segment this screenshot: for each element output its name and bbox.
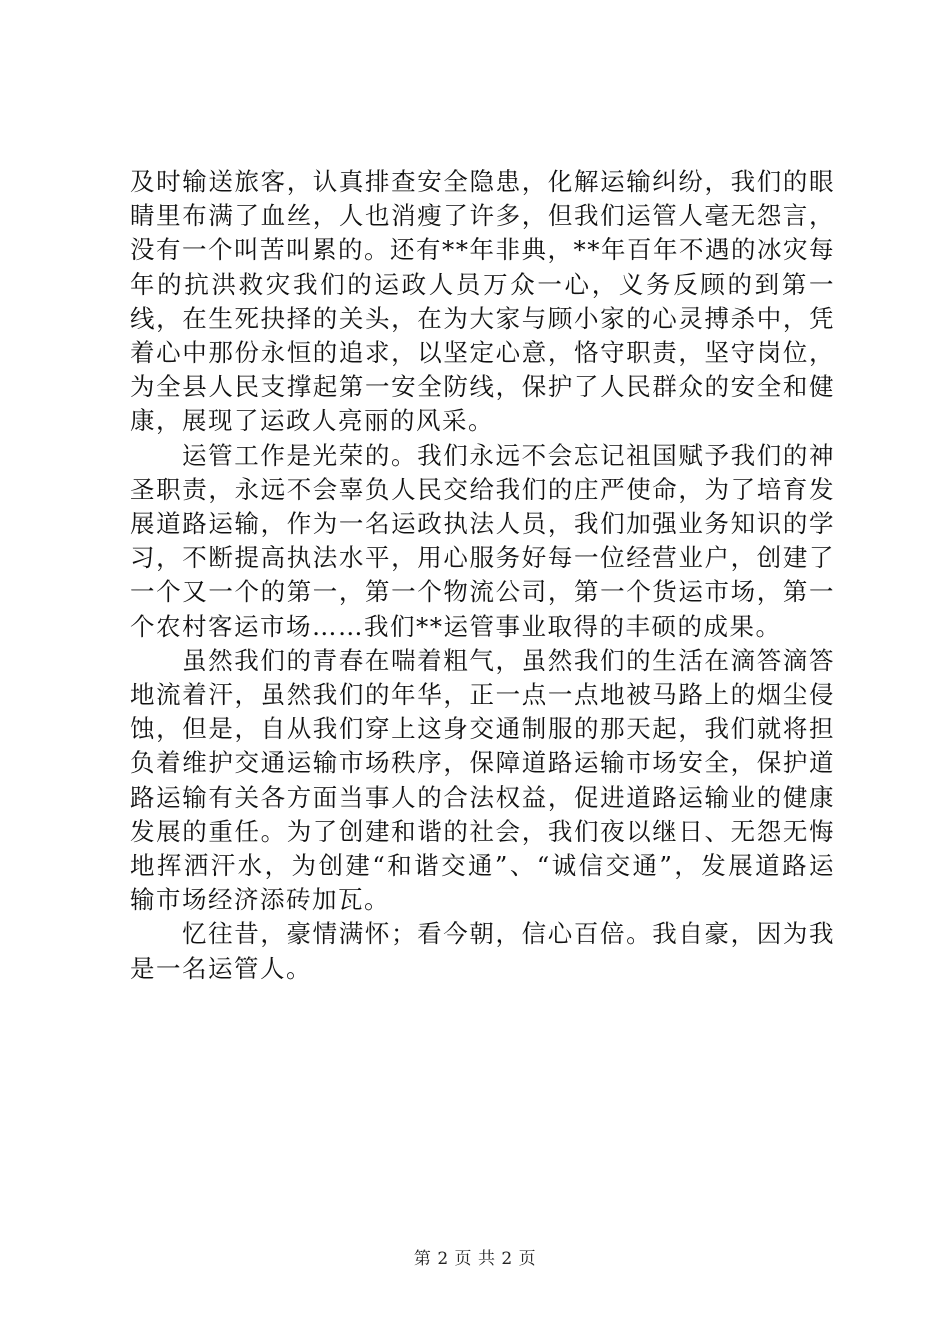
body-text: [130, 165, 835, 986]
paragraph-4: 忆往昔，豪情满怀；看今朝，信心百倍。我自豪，因为我是一名运管人。: [130, 919, 835, 983]
page-number-footer: 第 2 页 共 2 页: [413, 1249, 537, 1269]
paragraph-1: 及时输送旅客，认真排查安全隐患，化解运输纠纷，我们的眼睛里布满了血丝，人也消瘦了许多，但我们运管人毫无怨言，没有一个叫苦叫累的。还有**年非典，**年百年不遇的冰灾每年的抗洪救灾我们的运政人员万众一心，义务反顾的到第一线，在生死抉择的关头，在为大家与顾小家的心灵搏杀中，凭着心中那份永恒的追求，以坚定心意，恪守职责，坚守岗位，为全县人民支撑起第一安全防线，保护了人民群众的安全和健康，展现了运政人亮丽的风采。: [130, 167, 835, 436]
paragraph-3: 虽然我们的青春在喘着粗气，虽然我们的生活在滴答滴答地流着汗，虽然我们的年华，正一点一点地被马路上的烟尘侵蚀，但是，自从我们穿上这身交通制服的那天起，我们就将担负着维护交通运输市场秩序，保障道路运输市场安全，保护道路运输有关各方面当事人的合法权益，促进道路运输业的健康发展的重任。为了创建和谐的社会，我们夜以继日、无怨无悔地挥洒汗水，为创建“和谐交通”、“诚信交通”，发展道路运输市场经济添砖加瓦。: [130, 645, 835, 915]
paragraph-2: 运管工作是光荣的。我们永远不会忘记祖国赋予我们的神圣职责，永远不会辜负人民交给我们的庄严使命，为了培育发展道路运输，作为一名运政执法人员，我们加强业务知识的学习，不断提高执法水平，用心服务好每一位经营业户，创建了一个又一个的第一，第一个物流公司，第一个货运市场，第一个农村客运市场……我们**运管事业取得的丰硕的成果。: [130, 440, 835, 641]
